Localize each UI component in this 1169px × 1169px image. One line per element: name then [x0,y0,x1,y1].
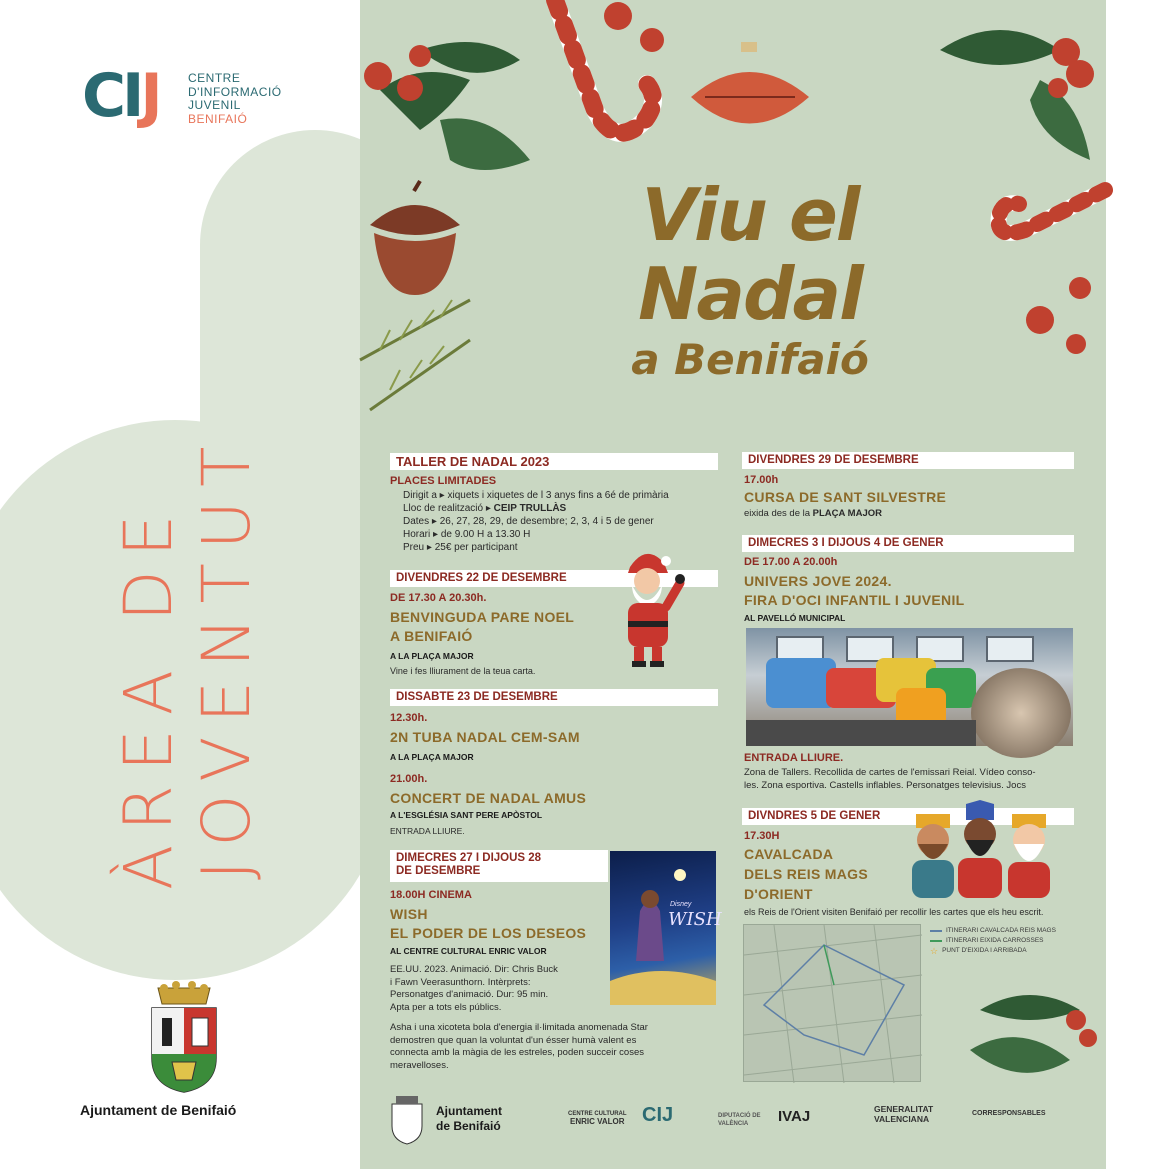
cij-logo-text [188,72,282,126]
legend-item [930,936,1056,946]
logo-line: D'INFORMACIÓ [188,84,282,99]
movie-brand: Disney [670,901,692,908]
description-line: Apta per a tots els públics. [390,1001,502,1013]
event-title: CAVALCADA [744,846,834,862]
event-title: BENVINGUDA PARE NOEL [390,609,575,625]
event-title: EL PODER DE LOS DESEOS [390,925,587,941]
event-header: DISSABTE 23 DE DESEMBRE [390,689,718,706]
description-line: Asha i una xicoteta bola d'energia il·limitada anomenada Star [390,1022,648,1033]
event-header: DIMECRES 3 I DIJOUS 4 DE GENER [742,535,1074,552]
wish-movie-poster [610,851,722,1005]
event-synopsis [390,1022,720,1072]
event-time: DE 17.30 A 20.30h. [390,592,487,604]
legend-item [930,926,1056,936]
cij-logo [82,58,302,138]
poster-title-line3: a Benifaió [631,335,869,384]
footer-logo-line: CENTRE CULTURAL [568,1111,627,1117]
taller-line [403,529,530,541]
event-time: 18.00H CINEMA [390,889,472,901]
floor [746,720,976,746]
star-icon: ☆ [930,946,939,956]
movie-title: WISH [668,909,722,930]
logo-line-accent: BENIFAIÓ [188,111,248,126]
map-streets-icon [744,925,922,1083]
holly-top-left-icon [360,20,560,190]
event-time: 12.30h. [390,712,428,724]
event-title: A BENIFAIÓ [390,628,473,644]
taller-line-value: CEIP TRULLÀS [493,503,567,514]
left-panel [0,0,360,1169]
footer-ajuntament [436,1104,502,1134]
event-title: CURSA DE SANT SILVESTRE [744,489,947,505]
vertical-title-line1: ÀREA DE [110,500,187,890]
taller-line: Dirigit a ▸ xiquets i xiquetes de l 3 anys fins a 6é de primària [403,490,669,501]
event-title: FIRA D'OCI INFANTIL I JUVENIL [744,592,965,608]
description-line: connecta amb la màgia de les estreles, poden succeir coses [390,1047,644,1058]
event-place-prefix: eixida des de la [744,508,811,519]
event-title: CONCERT DE NADAL AMUS [390,790,587,806]
photo-window [986,636,1034,662]
footer-logo-line: ENRIC VALOR [570,1117,625,1126]
taller-header: TALLER DE NADAL 2023 [390,453,718,470]
description-line: meravelloses. [390,1059,449,1071]
parade-route-map [743,924,921,1082]
event-header: DIVENDRES 22 DE DESEMBRE [390,570,718,587]
event-title: 2N TUBA NADAL CEM-SAM [390,729,580,745]
poster-title-line1: Viu el [641,173,859,257]
santa-claus-icon [610,545,690,670]
footer-logo-line: GENERALITAT [874,1104,934,1114]
description-line: Personatges d'animació. Dur: 95 min. [390,989,549,1000]
legend-label: ITINERARI EIXIDA CARROSSES [946,937,1044,944]
taller-line [403,503,566,515]
event-place: AL CENTRE CULTURAL ENRIC VALOR [390,946,547,956]
event-description: Vine i fes lliurament de la teua carta. [390,666,536,676]
footer-crest-icon [390,1092,424,1144]
event-place: A LA PLAÇA MAJOR [390,752,474,762]
legend-item [930,946,1056,956]
ornament-icon [685,42,815,152]
taller-subtitle: PLACES LIMITADES [390,475,497,487]
candy-cane-right-icon [985,170,1106,260]
footer-logo-ivaj: IVAJ [778,1108,811,1125]
taller-line: Dates ▸ 26, 27, 28, 29, de desembre; 2, 3, 4 i 5 de gener [403,516,654,527]
event-time: 21.00h. [390,773,428,785]
taller-line-value: de 9.00 H a 13.30 H [440,529,531,540]
crest-label: Ajuntament de Benifaió [80,1102,237,1118]
poster-title-line2: Nadal [638,252,862,336]
event-entry: ENTRADA LLIURE. [390,826,465,836]
event-place: AL PAVELLÓ MUNICIPAL [744,613,846,623]
event-place [744,508,882,520]
event-header-line: DE DESEMBRE [396,865,481,877]
footer-ajuntament-line: Ajuntament [436,1104,502,1118]
footer-logo-line: VALENCIANA [874,1114,930,1124]
benifaio-crest-icon [148,982,220,1094]
event-header [390,850,608,882]
description-line: Zona de Tallers. Recollida de cartes de l'emissari Reial. Vídeo conso- [744,767,1036,778]
description-line: les. Zona esportiva. Castells inflables. Personatges televisius. Jocs [744,779,1026,791]
description-line: demostren que quan la voluntat d'un ésser humà valent es [390,1034,637,1046]
legend-label: ITINERARI CAVALCADA REIS MAGS [946,927,1056,934]
event-time: 17.30H [744,830,780,842]
footer-logo-cij: CIJ [642,1104,674,1126]
event-header: DIVNDRES 5 DE GENER [742,808,1074,825]
event-title: WISH [390,906,428,922]
map-legend [930,926,1056,956]
description-line: i Fawn Veerasunthorn. Intèrprets: [390,976,531,988]
footer-logo-enric-valor [568,1110,627,1126]
footer-ajuntament-line: de Benifaió [436,1119,501,1133]
footer-logo-diputacio: DIPUTACIÓ DE VALÈNCIA [718,1113,761,1127]
taller-line-label: Horari ▸ [403,529,439,540]
event-entry: ENTRADA LLIURE. [744,752,844,764]
event-place: A L'ESGLÉSIA SANT PERE APÒSTOL [390,810,543,820]
berries-icon [600,0,670,60]
logo-line: JUVENIL [188,98,241,112]
poster-title [560,175,940,387]
event-time: 17.00h [744,474,779,486]
legend-label: PUNT D'EIXIDA I ARRIBADA [942,947,1027,954]
vertical-title-line2: JOVENTUT [188,432,265,880]
event-title: D'ORIENT [744,886,813,902]
event-place: A LA PLAÇA MAJOR [390,651,474,661]
christmas-poster [360,0,1106,1169]
holly-bottom-right-icon [960,980,1106,1090]
legend-swatch [930,930,942,932]
taller-line-label: Lloc de realització ▸ [403,503,491,514]
event-title: DELS REIS MAGS [744,866,868,882]
event-description [744,767,1084,792]
sphere-decoration [971,668,1071,758]
event-header-line: DIMECRES 27 I DIJOUS 28 [396,852,542,864]
acorn-icon [360,185,470,295]
holly-top-right-icon [930,10,1106,160]
event-place-name: PLAÇA MAJOR [812,508,882,519]
description-line: EE.UU. 2023. Animació. Dir: Chris Buck [390,964,558,975]
footer-logo-corresponsables: CORRESPONSABLES [972,1110,1046,1117]
cij-logo-mark: CIJ [82,61,159,131]
event-time: DE 17.00 A 20.00h [744,556,838,568]
three-kings-icon [908,800,1068,900]
legend-swatch [930,940,942,942]
vertical-title [110,290,265,900]
event-description [390,964,605,1014]
berries-right-icon [1020,270,1106,360]
event-title: UNIVERS JOVE 2024. [744,573,892,589]
footer-logo-generalitat [874,1104,933,1124]
logo-line: CENTRE [188,71,241,85]
event-header: DIVENDRES 29 DE DESEMBRE [742,452,1074,469]
pine-branch-icon [360,290,480,420]
taller-line: Preu ▸ 25€ per participant [403,542,518,553]
event-description: els Reis de l'Orient visiten Benifaió per recollir les cartes que els heu escrit. [744,907,1044,917]
fair-photo [746,628,1073,746]
